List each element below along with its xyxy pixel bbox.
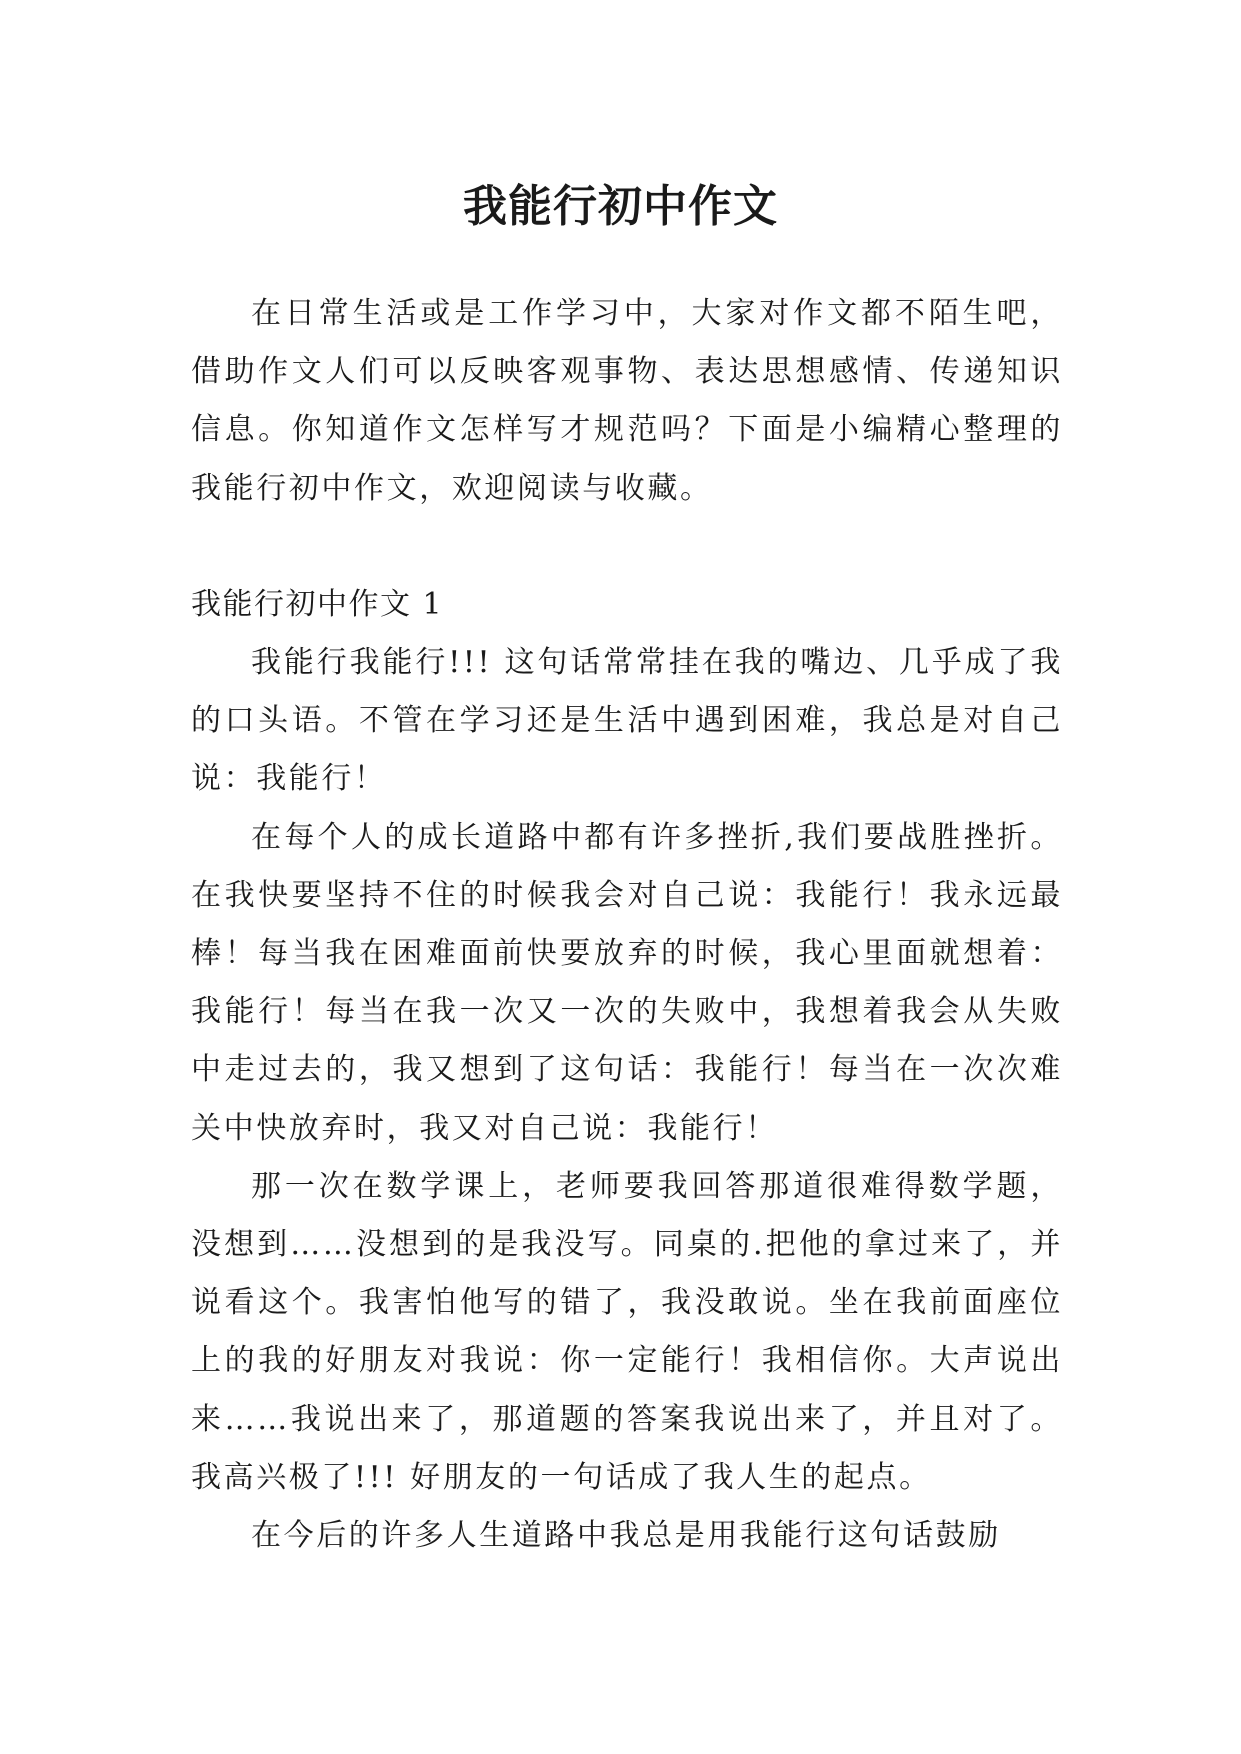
body-paragraph-2: 在每个人的成长道路中都有许多挫折,我们要战胜挫折。在我快要坚持不住的时候我会对自己说：我能行！我永远最棒！每当我在困难面前快要放弃的时候，我心里面就想着：我能行！每当在我一次又一次的失败中，我想着我会从失败中走过去的，我又想到了这句话：我能行！每当在一次次难关中快放弃时，我又对自己说：我能行！	[191, 819, 1063, 1146]
intro-paragraph: 在日常生活或是工作学习中，大家对作文都不陌生吧，借助作文人们可以反映客观事物、表达思想感情、传递知识信息。你知道作文怎样写才规范吗？下面是小编精心整理的我能行初中作文，欢迎阅读与收藏。	[191, 296, 1063, 506]
document-body	[191, 285, 1063, 1565]
body-paragraph-3: 那一次在数学课上，老师要我回答那道很难得数学题，没想到……没想到的是我没写。同桌的.把他的拿过来了，并说看这个。我害怕他写的错了，我没敢说。坐在我前面座位上的我的好朋友对我说：你一定能行！我相信你。大声说出来……我说出来了，那道题的答案我说出来了，并且对了。我高兴极了!!! 好朋友的一句话成了我人生的起点。	[191, 1168, 1063, 1495]
section-heading: 我能行初中作文 1	[191, 586, 444, 622]
document-title: 我能行初中作文	[463, 181, 778, 233]
body-paragraph-1: 我能行我能行!!! 这句话常常挂在我的嘴边、几乎成了我的口头语。不管在学习还是生活中遇到困难，我总是对自己说：我能行！	[191, 645, 1063, 797]
body-paragraph-4: 在今后的许多人生道路中我总是用我能行这句话鼓励	[251, 1518, 1001, 1554]
